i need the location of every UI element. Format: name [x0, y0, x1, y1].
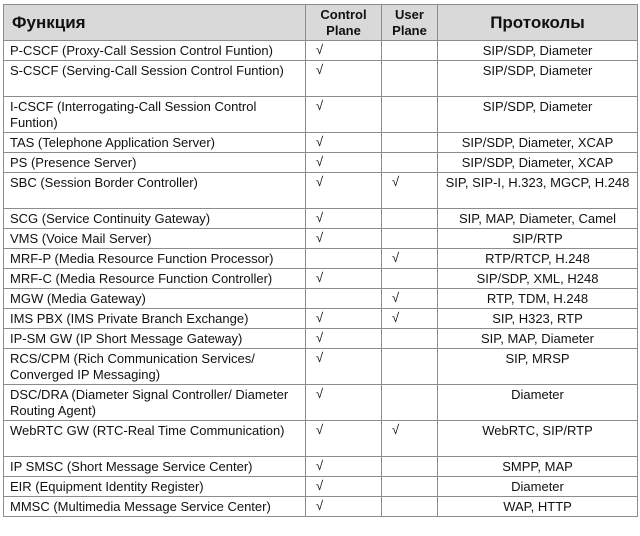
function-name-cell: MMSC (Multimedia Message Service Center): [4, 497, 306, 517]
check-mark-icon: √: [316, 62, 324, 77]
check-mark-icon: √: [316, 134, 324, 149]
table-row: [4, 289, 638, 309]
protocols-cell: RTP, TDM, H.248: [438, 289, 638, 309]
function-name-cell: SBC (Session Border Controller): [4, 173, 306, 209]
user-plane-cell: [382, 329, 438, 349]
check-mark-icon: √: [316, 350, 324, 365]
user-plane-cell: [382, 153, 438, 173]
functions-table-container: [3, 4, 637, 517]
function-name-cell: S-CSCF (Serving-Call Session Control Funtion): [4, 61, 306, 97]
header-function: Функция: [4, 5, 306, 41]
control-plane-cell: [306, 173, 382, 209]
control-plane-cell: [306, 477, 382, 497]
function-name-cell: RCS/CPM (Rich Communication Services/ Converged IP Messaging): [4, 349, 306, 385]
protocols-cell: SIP, H323, RTP: [438, 309, 638, 329]
user-plane-cell: [382, 173, 438, 209]
function-name-cell: WebRTC GW (RTC-Real Time Communication): [4, 421, 306, 457]
protocols-cell: WebRTC, SIP/RTP: [438, 421, 638, 457]
protocols-cell: SIP, SIP-I, H.323, MGCP, H.248: [438, 173, 638, 209]
header-protocols: Протоколы: [438, 5, 638, 41]
function-name-cell: EIR (Equipment Identity Register): [4, 477, 306, 497]
control-plane-cell: [306, 209, 382, 229]
control-plane-cell: [306, 269, 382, 289]
protocols-cell: SMPP, MAP: [438, 457, 638, 477]
user-plane-cell: [382, 133, 438, 153]
user-plane-cell: [382, 421, 438, 457]
control-plane-cell: [306, 97, 382, 133]
function-name-cell: IP SMSC (Short Message Service Center): [4, 457, 306, 477]
check-mark-icon: √: [316, 98, 324, 113]
protocols-cell: SIP/SDP, Diameter, XCAP: [438, 153, 638, 173]
table-row: [4, 173, 638, 209]
check-mark-icon: √: [316, 310, 324, 325]
table-row: [4, 61, 638, 97]
control-plane-cell: [306, 153, 382, 173]
function-name-cell: SCG (Service Continuity Gateway): [4, 209, 306, 229]
check-mark-icon: √: [392, 290, 400, 305]
function-name-cell: MRF-P (Media Resource Function Processor): [4, 249, 306, 269]
control-plane-cell: [306, 385, 382, 421]
check-mark-icon: √: [392, 250, 400, 265]
protocols-cell: SIP/SDP, Diameter: [438, 41, 638, 61]
user-plane-cell: [382, 41, 438, 61]
header-user-plane-line1: User: [395, 6, 424, 22]
function-name-cell: DSC/DRA (Diameter Signal Controller/ Diameter Routing Agent): [4, 385, 306, 421]
user-plane-cell: [382, 385, 438, 421]
ims-functions-table: [3, 4, 638, 517]
control-plane-cell: [306, 309, 382, 329]
control-plane-cell: [306, 289, 382, 309]
user-plane-cell: [382, 249, 438, 269]
control-plane-cell: [306, 457, 382, 477]
table-row: [4, 229, 638, 249]
header-control-plane: [306, 5, 382, 41]
control-plane-cell: [306, 133, 382, 153]
control-plane-cell: [306, 421, 382, 457]
table-row: [4, 385, 638, 421]
function-name-cell: TAS (Telephone Application Server): [4, 133, 306, 153]
table-row: [4, 41, 638, 61]
table-row: [4, 269, 638, 289]
table-header-row: [4, 5, 638, 41]
control-plane-cell: [306, 249, 382, 269]
check-mark-icon: √: [316, 458, 324, 473]
function-name-cell: IMS PBX (IMS Private Branch Exchange): [4, 309, 306, 329]
table-body: [4, 41, 638, 517]
table-row: [4, 97, 638, 133]
user-plane-cell: [382, 457, 438, 477]
user-plane-cell: [382, 209, 438, 229]
table-row: [4, 133, 638, 153]
check-mark-icon: √: [316, 330, 324, 345]
control-plane-cell: [306, 349, 382, 385]
table-row: [4, 421, 638, 457]
protocols-cell: WAP, HTTP: [438, 497, 638, 517]
user-plane-cell: [382, 477, 438, 497]
protocols-cell: SIP, MAP, Diameter, Camel: [438, 209, 638, 229]
table-row: [4, 349, 638, 385]
control-plane-cell: [306, 229, 382, 249]
header-user-plane: [382, 5, 438, 41]
table-row: [4, 249, 638, 269]
protocols-cell: SIP, MAP, Diameter: [438, 329, 638, 349]
user-plane-cell: [382, 289, 438, 309]
protocols-cell: Diameter: [438, 385, 638, 421]
check-mark-icon: √: [316, 154, 324, 169]
header-control-plane-line2: Plane: [326, 22, 361, 38]
user-plane-cell: [382, 97, 438, 133]
protocols-cell: SIP/SDP, Diameter: [438, 61, 638, 97]
table-row: [4, 497, 638, 517]
control-plane-cell: [306, 497, 382, 517]
function-name-cell: PS (Presence Server): [4, 153, 306, 173]
table-row: [4, 209, 638, 229]
protocols-cell: Diameter: [438, 477, 638, 497]
user-plane-cell: [382, 309, 438, 329]
header-user-plane-line2: Plane: [392, 22, 427, 38]
protocols-cell: SIP/SDP, Diameter, XCAP: [438, 133, 638, 153]
user-plane-cell: [382, 269, 438, 289]
check-mark-icon: √: [392, 310, 400, 325]
check-mark-icon: √: [316, 42, 324, 57]
protocols-cell: SIP/SDP, XML, H248: [438, 269, 638, 289]
table-row: [4, 477, 638, 497]
function-name-cell: VMS (Voice Mail Server): [4, 229, 306, 249]
user-plane-cell: [382, 229, 438, 249]
user-plane-cell: [382, 497, 438, 517]
control-plane-cell: [306, 41, 382, 61]
protocols-cell: SIP/SDP, Diameter: [438, 97, 638, 133]
function-name-cell: MRF-C (Media Resource Function Controller): [4, 269, 306, 289]
function-name-cell: P-CSCF (Proxy-Call Session Control Funtion): [4, 41, 306, 61]
check-mark-icon: √: [316, 386, 324, 401]
function-name-cell: MGW (Media Gateway): [4, 289, 306, 309]
check-mark-icon: √: [392, 422, 400, 437]
table-row: [4, 153, 638, 173]
control-plane-cell: [306, 61, 382, 97]
user-plane-cell: [382, 61, 438, 97]
protocols-cell: RTP/RTCP, H.248: [438, 249, 638, 269]
protocols-cell: SIP, MRSP: [438, 349, 638, 385]
function-name-cell: I-CSCF (Interrogating-Call Session Control Funtion): [4, 97, 306, 133]
protocols-cell: SIP/RTP: [438, 229, 638, 249]
table-row: [4, 329, 638, 349]
table-row: [4, 309, 638, 329]
table-row: [4, 457, 638, 477]
check-mark-icon: √: [316, 210, 324, 225]
check-mark-icon: √: [316, 270, 324, 285]
check-mark-icon: √: [316, 174, 324, 189]
user-plane-cell: [382, 349, 438, 385]
check-mark-icon: √: [392, 174, 400, 189]
check-mark-icon: √: [316, 478, 324, 493]
function-name-cell: IP-SM GW (IP Short Message Gateway): [4, 329, 306, 349]
check-mark-icon: √: [316, 230, 324, 245]
control-plane-cell: [306, 329, 382, 349]
check-mark-icon: √: [316, 498, 324, 513]
header-control-plane-line1: Control: [320, 6, 367, 22]
check-mark-icon: √: [316, 422, 324, 437]
